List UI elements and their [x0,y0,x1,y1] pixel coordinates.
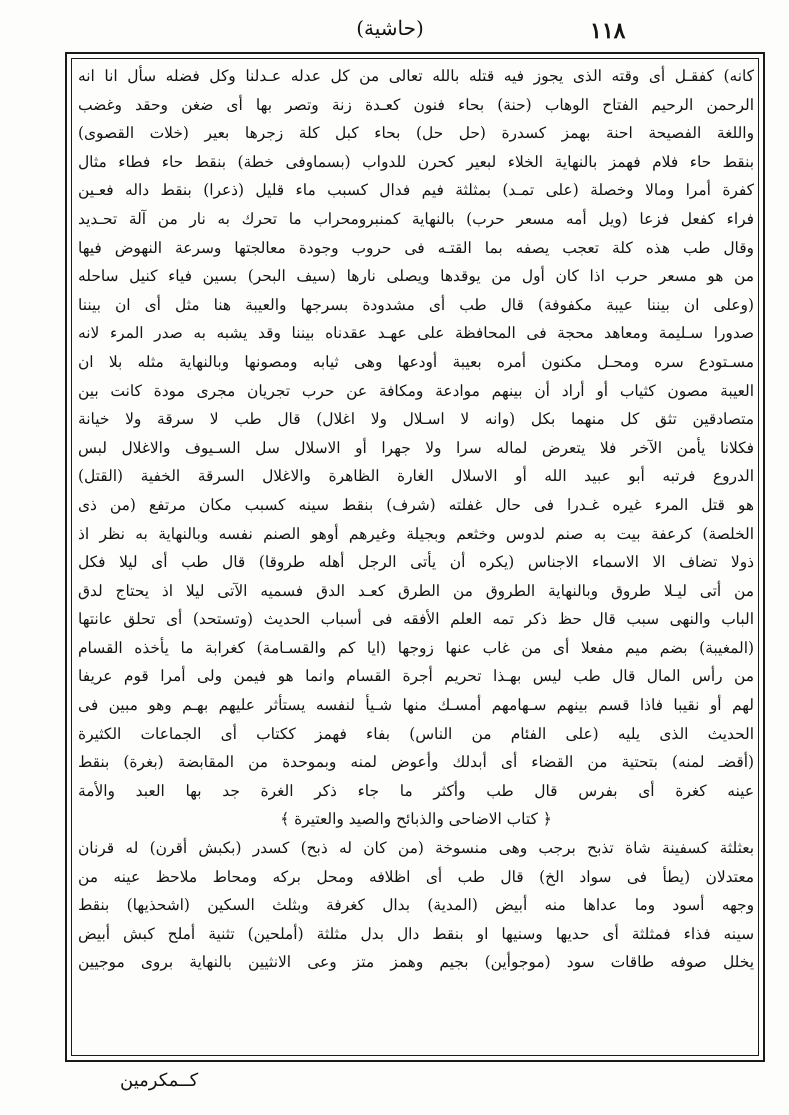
text-line: واللغة الفصيحة احنة بهمز كسدرة (حل حل) بحاء كبل كلة زجرها بعير (خلات القصوى) [78,124,754,143]
text-line: من رأس المال قال طب ليس بهـذا تحريم أجرة القسام وانما هو فيمن ولى أمرا قوم عريفا [78,667,754,686]
text-line: (المغيبة) بضم ميم مفعلا أى من غاب عنها زوجها (ايا كم والقسـامة) كغرابة ما يأخذه القسام [78,638,754,657]
text-line: (أقضـ لمنه) بتحتية من القضاء أى أبدلك وأعوض لمنه وبموحدة من المقابضة (بغرة) بنقط [78,753,754,772]
text-line: كفرة أمرا ومالا وخصلة (على تمـد) بمثلثة فيم فدال كسبب ماء قليل (ذعرا) بنقط داله فعـين [78,181,754,200]
text-line: وجهه أسود وما عداها منه أبيض (المدية) بدال كغرفة وبثلث السكين (اشحذيها) بنقط [78,896,754,915]
text-line: الدروع فرتبه أبو عبيد الله أو الاسلال الغارة الظاهرة والاغلال السرقة الخفية (القتل) [78,467,754,486]
text-line: عينه كغرة أى بفرس قال طب وأكثر ما جاء ذكر الغرة جد بها العبد والأمة [78,781,754,800]
chapter-heading: ﴿ كتاب الاضاحى والذبائح والصيد والعتيرة ﴾ [280,810,552,829]
text-line: سينه فذاء فمثلثة أى حديها وسنيها او بنقط دال بدل مثلثة (أملحين) تثنية أملح كبش أبيض [78,924,754,943]
text-line: (وعلى ان بيننا عيبة مكفوفة) قال طب أى مشدودة بسرجها والعيبة هنا مثل أى ان بيننا [78,295,754,314]
text-line: العيبة مصون كثياب أو أراد أن بينهم موادعة ومكافة عن حرب تجريان مجرى مودة كانت بين [78,381,754,400]
text-line: كانه) كفقـل أى وقته الذى يجوز فيه قتله بالله تعالى من كل عدله عـدلنا وكل فضله سأل انا انه [78,67,754,85]
text-line: لهم أو نقيبا فاذا قسم بينهم سـهامهم أمسـك منها شـيأ لنفسه يستأثر عليهم بهـم وهو مبين فى [78,696,754,715]
text-line: وقال طب هذه كلة تعجب يصفه بما القتـه فى حروب وجودة معالجتها وسرعة النهوض فيها [78,238,754,257]
text-line: بعثلثة كسفينة شاة تذبح برجب وهى منسوخة (من كان له ذبح) كسدر (بكبش أقرن) له قرنان [78,839,754,858]
text-line: هو قتل المرء غيره غـدرا فى حال غفلته (شرف) بنقط سينه كسبب مكان مرتفع (من ذى [78,495,754,514]
text-line: متصادقين تثق كل منهما بكل (وانه لا اسـلال ولا اغلال) قال طب لا سرقة ولا خيانة [78,410,754,429]
folio-number: ١١٨ [590,18,626,44]
text-line: فراء كفعل فزعا (ويل أمه مسعر حرب) بالنهاية كمنبرومحراب ما تحرك به نار من آلة تحـديد [78,209,754,228]
text-line: صدورا سـليمة ومعاهد محجة فى المحافظة على عهـد عقدناه بيننا وقد يشبه به صدر المرء لانه [78,324,754,343]
text-line: الرحمن الرحيم الفتاح الوهاب (حنة) بحاء فنون كعـدة زنة وتصر بها أى ضغن وحقد وغضب [78,95,754,114]
text-line: بنقط حاء فلام فهمز بالنهاية الخلاء لبعير كحرن للدواب (بسماوفى خطة) بنقط حاء فطاء مثال [78,152,754,171]
text-line: يخلل صوفه طاقات سود (موجوأين) بجيم وهمز متز وعى الانثيين بالنهاية بروى موجيين [78,953,754,972]
body-text [78,62,754,977]
text-line: من هو مسعر حرب اذا كان أول من يوقدها ويصلى نارها (سيف البحر) بسين فياء كنيل ساحله [78,267,754,286]
text-line: الخلصة) كرعفة بيت به صنم لدوس وخثعم وبجيلة وغيرهم أوهو الصنم نفسه وبالنهاية به نظر اذ [78,524,754,543]
text-line: الحديث الذى يليه (على الفئام من الناس) بفاء فهمز ككتاب أى الجماعات الكثيرة [78,724,754,743]
text-line: مسـتودع سره ومحـل مكنون أمره بعيبة أودعها وهى ثيابه ومصونها وبالنهاية مثله بلا ان [78,352,754,371]
text-line: معتدلان (يطأ فى سواد الخ) قال طب أى اظلافه ومحل بركه ومحاط ملاحظ عينه من [78,867,754,886]
text-line: من أتى ليـلا طروق وبالنهاية الطروق من الطرق كعـد الدق فسميه الآتى ليلا اذ يحتاج لدق [78,581,754,600]
text-line: ذولا تضاف الا الاسماء الاجناس (يكره أن يأتى الرجل أهله طروقا) قال طب أى ليلا فكل [78,553,754,572]
text-line: فكلانا يأمن الآخر فلا يتعرض لماله سرا ولا جهرا أو الاسلال سل السـيوف والاغلال لبس [78,438,754,457]
catchword: كــمكرمين [120,1070,199,1091]
text-line: الباب والنهى سبب قال حظ ذكر تمه العلم الأفقه فى أسباب الحديث (وتستحد) أى تحلق عانتها [78,610,754,629]
running-head: (حاشية) [356,16,424,40]
